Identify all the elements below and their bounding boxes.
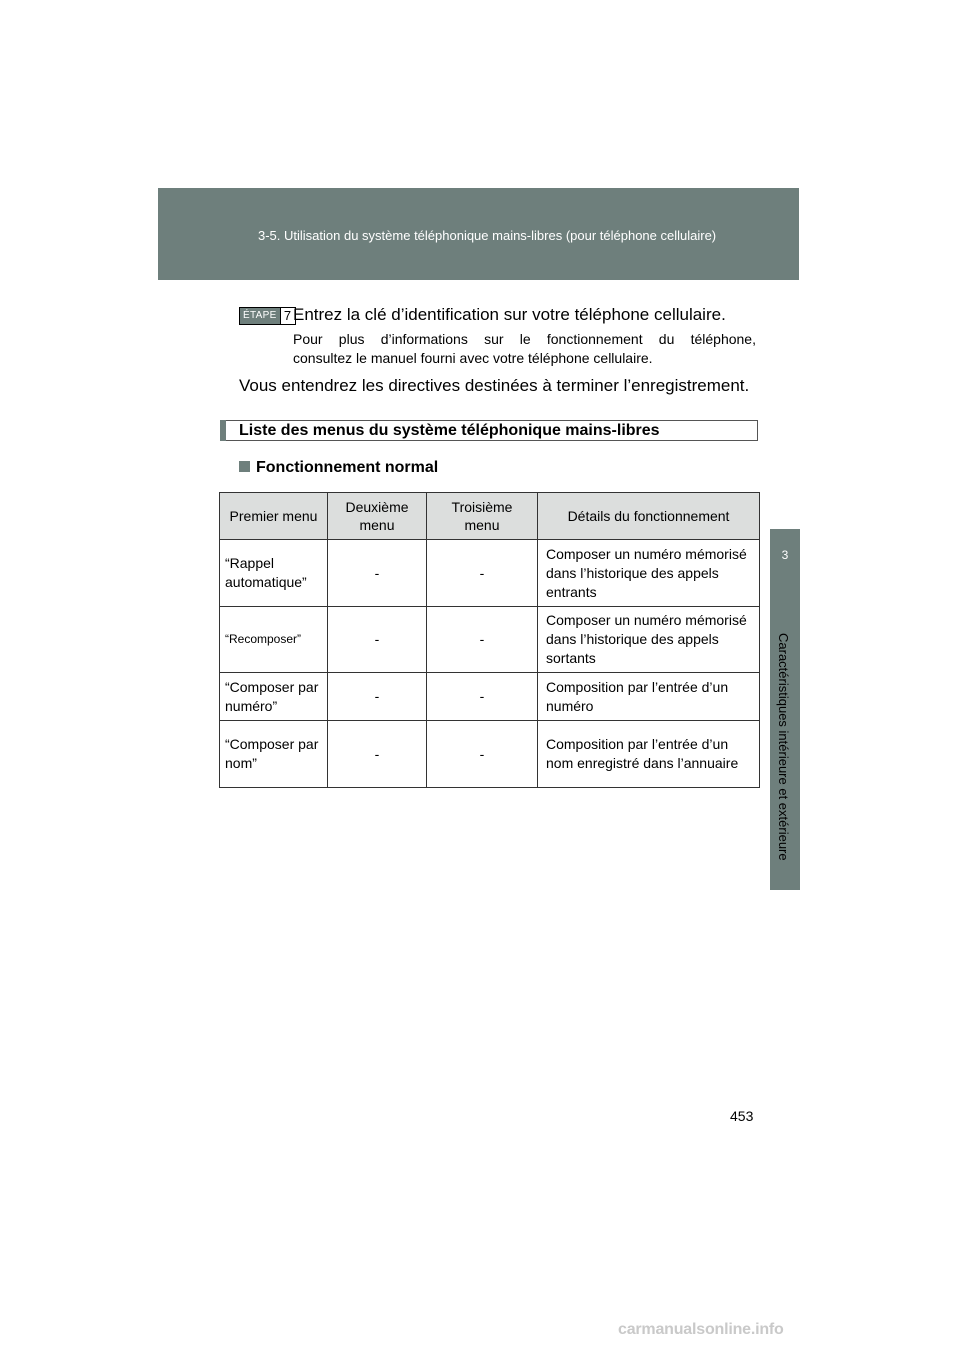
table-cell: - xyxy=(427,607,538,673)
table-cell: - xyxy=(328,721,427,788)
watermark-link[interactable]: carmanualsonline.info xyxy=(618,1321,784,1338)
page-number: 453 xyxy=(730,1108,754,1124)
step-note-line2: consultez le manuel fourni avec votre téléphone cellulaire. xyxy=(293,350,653,366)
table-cell: - xyxy=(427,540,538,607)
subsection-heading xyxy=(239,459,438,477)
table-cell: - xyxy=(328,540,427,607)
section-title-accent xyxy=(220,420,226,441)
section-title: Liste des menus du système téléphonique mains-libres xyxy=(239,422,660,439)
table-cell: “Recomposer” xyxy=(220,607,328,673)
step-note xyxy=(293,330,756,368)
square-bullet-icon xyxy=(239,461,250,472)
table-cell: Composer un numéro mémorisé dans l’historique des appels sortants xyxy=(538,607,760,673)
step-badge-number: 7 xyxy=(280,308,295,324)
step-badge-label: ÉTAPE xyxy=(240,308,280,324)
table-cell: - xyxy=(427,673,538,721)
table-row xyxy=(220,721,760,788)
section-title-box xyxy=(220,420,758,441)
table-header: Troisième menu xyxy=(427,493,538,540)
table-header: Deuxième menu xyxy=(328,493,427,540)
table-cell: “Composer par numéro” xyxy=(220,673,328,721)
subsection-title: Fonctionnement normal xyxy=(256,459,439,476)
table-cell: - xyxy=(427,721,538,788)
table-header-row xyxy=(220,493,760,540)
step-instruction: Entrez la clé d’identification sur votre téléphone cellulaire. xyxy=(293,305,726,324)
result-paragraph: Vous entendrez les directives destinées à terminer l’enregistrement. xyxy=(239,376,750,395)
table-row xyxy=(220,540,760,607)
table-cell: - xyxy=(328,673,427,721)
menu-table xyxy=(219,492,760,788)
table-cell: Composition par l’entrée d’un nom enregistré dans l’annuaire xyxy=(538,721,760,788)
table-cell: Composition par l’entrée d’un numéro xyxy=(538,673,760,721)
table-header: Premier menu xyxy=(220,493,328,540)
table-cell: - xyxy=(328,607,427,673)
table-cell: “Rappel automatique” xyxy=(220,540,328,607)
table-row xyxy=(220,673,760,721)
table-row xyxy=(220,607,760,673)
table-cell: Composer un numéro mémorisé dans l’historique des appels entrants xyxy=(538,540,760,607)
step-note-line1: Pour plus d’informations sur le fonctionnement du téléphone, xyxy=(293,331,756,347)
table-cell: “Composer par nom” xyxy=(220,721,328,788)
chapter-title: Caractéristiques intérieure et extérieure xyxy=(776,633,791,861)
table-header: Détails du fonctionnement xyxy=(538,493,760,540)
chapter-number: 3 xyxy=(781,548,789,562)
step-badge xyxy=(239,307,296,325)
section-breadcrumb: 3-5. Utilisation du système téléphonique mains-libres (pour téléphone cellulaire) xyxy=(258,228,717,243)
